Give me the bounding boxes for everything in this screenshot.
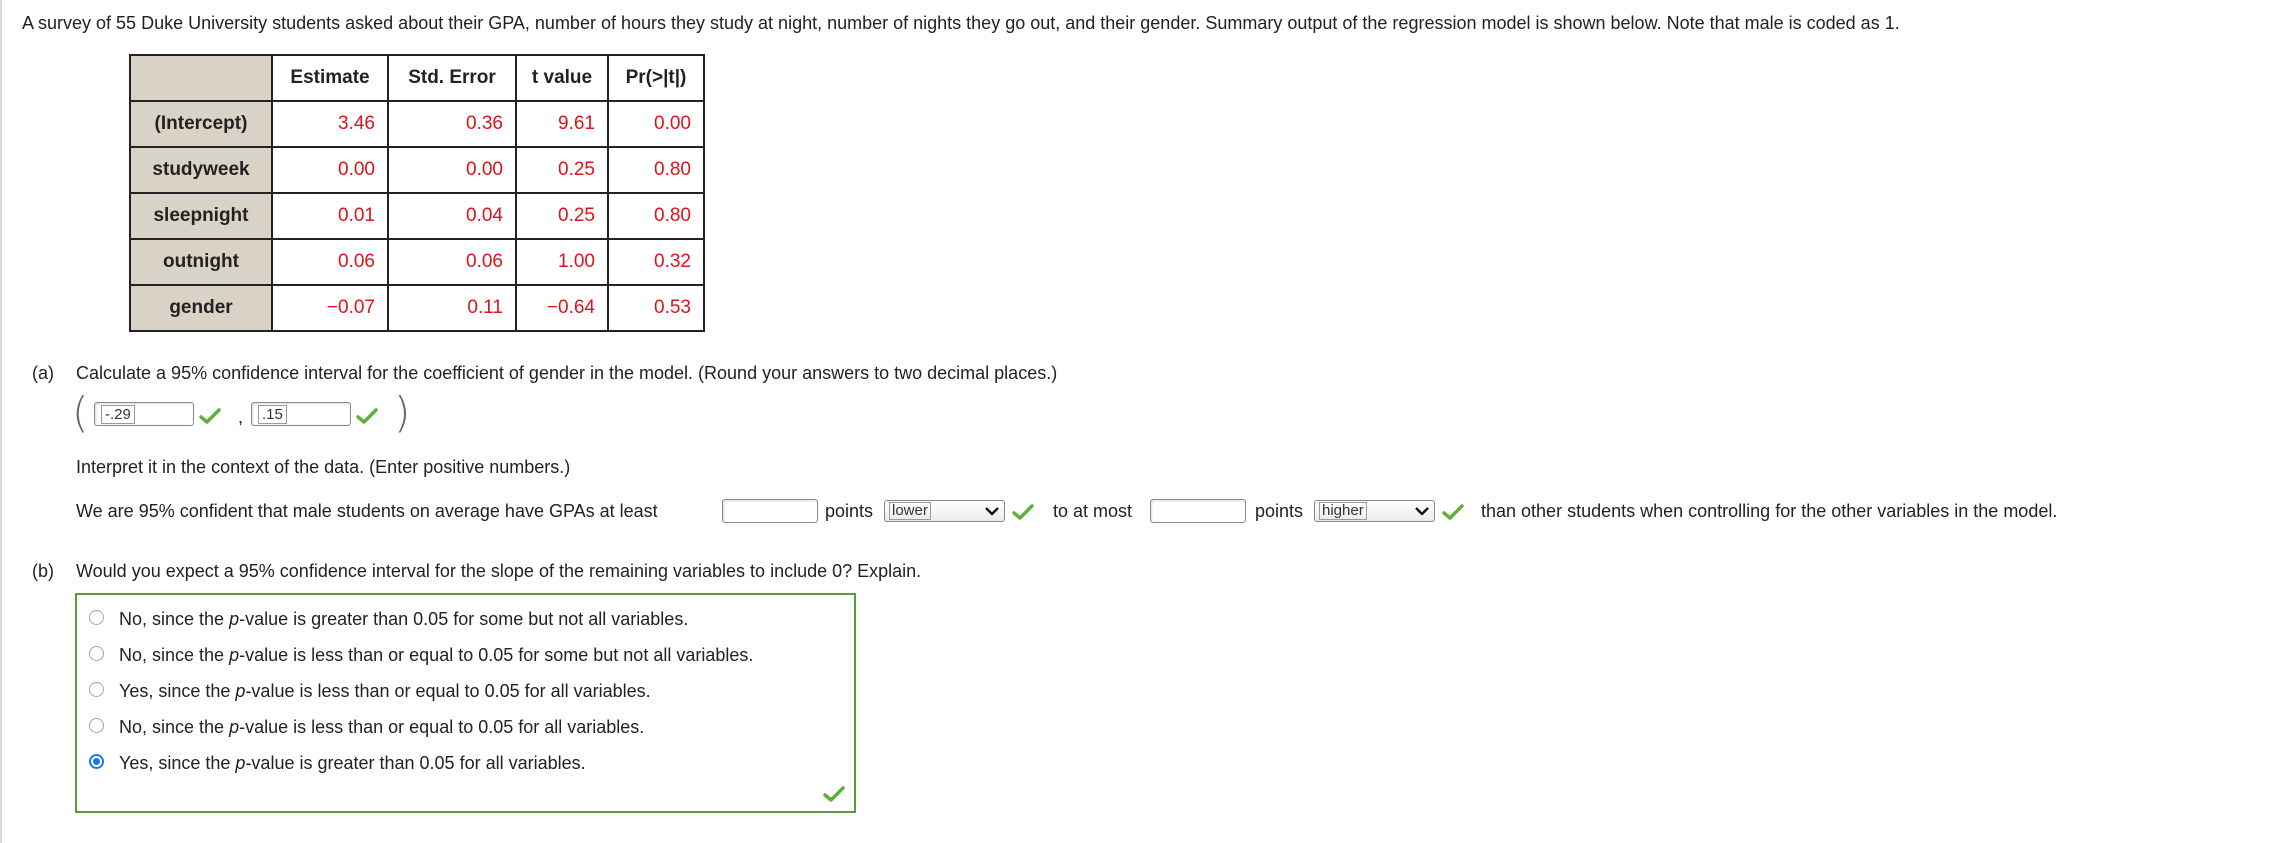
cell-t-value: 0.25 (516, 147, 608, 193)
points-label-1: points (825, 501, 874, 521)
to-at-most-label: to at most (1053, 501, 1133, 521)
direction-select-1[interactable] (884, 500, 1005, 522)
points-label-2: points (1255, 501, 1304, 521)
cell-p-value: 0.32 (608, 239, 704, 285)
header-std-error: Std. Error (388, 55, 516, 101)
cell-std-error: 0.36 (388, 101, 516, 147)
radio-button[interactable] (89, 718, 104, 733)
table-row (130, 285, 704, 331)
open-paren: ( (72, 388, 89, 437)
answer-choices-box (75, 593, 856, 813)
part-a-question: Calculate a 95% confidence interval for the coefficient of gender in the model. (Round your answers to two decimal places.) (76, 363, 1058, 383)
checkmark-icon (1442, 503, 1464, 521)
upper-bound-points-input[interactable] (1150, 499, 1246, 523)
checkmark-icon (199, 407, 221, 425)
ci-upper-value: .15 (258, 405, 287, 424)
part-b-question: Would you expect a 95% confidence interval for the slope of the remaining variables to include 0? Explain. (76, 561, 922, 581)
cell-estimate: 0.06 (272, 239, 388, 285)
part-b-label: (b) (32, 561, 54, 581)
cell-estimate: 0.01 (272, 193, 388, 239)
ci-lower-value: -.29 (101, 405, 135, 424)
interpret-prompt: Interpret it in the context of the data. (Enter positive numbers.) (76, 457, 571, 477)
ci-comma: , (238, 407, 244, 427)
cell-std-error: 0.11 (388, 285, 516, 331)
cell-t-value: −0.64 (516, 285, 608, 331)
row-label: studyweek (130, 147, 272, 193)
choice-label: No, since the p-value is greater than 0.05 for some but not all variables. (119, 609, 689, 629)
cell-estimate: 3.46 (272, 101, 388, 147)
direction-select-1-value: lower (889, 502, 931, 520)
part-a-label: (a) (32, 363, 54, 383)
table-row (130, 101, 704, 147)
radio-button[interactable] (89, 646, 104, 661)
chevron-down-icon (984, 503, 1000, 519)
cell-estimate: −0.07 (272, 285, 388, 331)
cell-p-value: 0.53 (608, 285, 704, 331)
choice-label: Yes, since the p-value is less than or equal to 0.05 for all variables. (119, 681, 651, 701)
sentence-end: than other students when controlling for the other variables in the model. (1481, 501, 2058, 521)
row-label: gender (130, 285, 272, 331)
cell-std-error: 0.06 (388, 239, 516, 285)
row-label: outnight (130, 239, 272, 285)
cell-std-error: 0.04 (388, 193, 516, 239)
direction-select-2-value: higher (1319, 502, 1367, 520)
table-header-row (130, 55, 704, 101)
cell-t-value: 9.61 (516, 101, 608, 147)
radio-button-selected[interactable] (89, 754, 104, 769)
ci-lower-input[interactable] (94, 402, 194, 426)
cell-t-value: 0.25 (516, 193, 608, 239)
table-row (130, 147, 704, 193)
ci-upper-input[interactable] (251, 402, 351, 426)
cell-p-value: 0.80 (608, 147, 704, 193)
cell-p-value: 0.00 (608, 101, 704, 147)
table-row (130, 193, 704, 239)
choice-label: No, since the p-value is less than or equal to 0.05 for all variables. (119, 717, 645, 737)
cell-estimate: 0.00 (272, 147, 388, 193)
checkmark-icon (823, 785, 845, 803)
cell-std-error: 0.00 (388, 147, 516, 193)
row-label: sleepnight (130, 193, 272, 239)
chevron-down-icon (1414, 503, 1430, 519)
radio-button[interactable] (89, 610, 104, 625)
row-label: (Intercept) (130, 101, 272, 147)
problem-intro: A survey of 55 Duke University students asked about their GPA, number of hours they study at night, number of nights they go out, and their gender. Summary output of the regression model is shown below. Note that male is coded as 1. (22, 13, 1900, 33)
direction-select-2[interactable] (1314, 500, 1435, 522)
checkmark-icon (356, 407, 378, 425)
regression-table (129, 54, 705, 332)
header-t-value: t value (516, 55, 608, 101)
close-paren: ) (394, 388, 411, 437)
cell-t-value: 1.00 (516, 239, 608, 285)
cell-p-value: 0.80 (608, 193, 704, 239)
header-p-value: Pr(>|t|) (608, 55, 704, 101)
sentence-start: We are 95% confident that male students on average have GPAs at least (76, 501, 658, 521)
table-row (130, 239, 704, 285)
table-corner-cell (130, 55, 272, 101)
header-estimate: Estimate (272, 55, 388, 101)
lower-bound-points-input[interactable] (722, 499, 818, 523)
choice-label: No, since the p-value is less than or equal to 0.05 for some but not all variables. (119, 645, 754, 665)
radio-button[interactable] (89, 682, 104, 697)
choice-label: Yes, since the p-value is greater than 0.05 for all variables. (119, 753, 586, 773)
checkmark-icon (1012, 503, 1034, 521)
